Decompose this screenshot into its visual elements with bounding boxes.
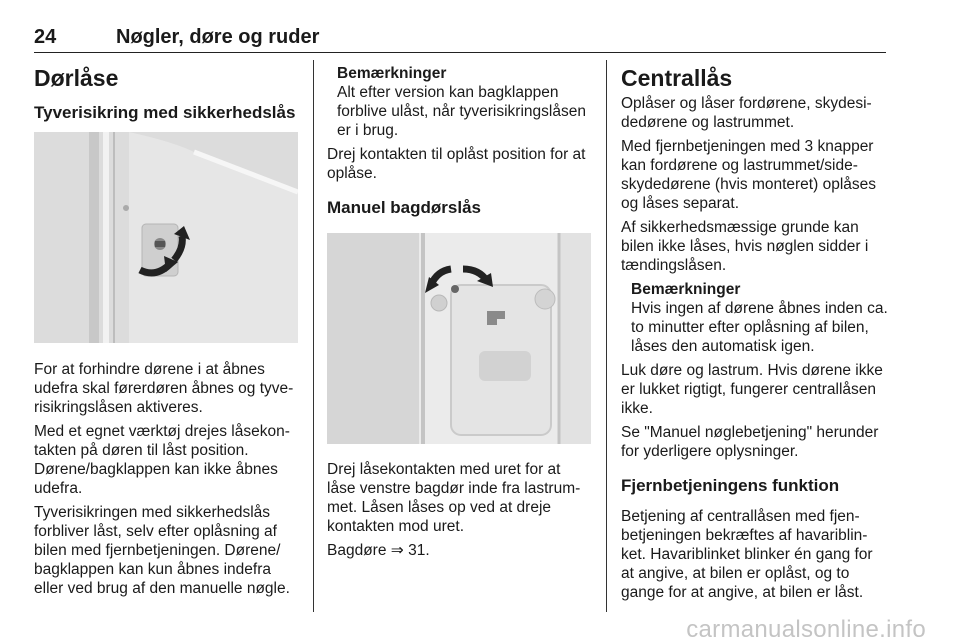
paragraph: Se "Manuel nøglebetjening" herunder for yderligere oplysninger.: [621, 424, 879, 460]
paragraph: Tyverisikringen med sikkerhedslås forbliver låst, selv efter oplåsning af bilen med fjernbetjeningen. Dørene/ bagklappen kan kun åbnes indefra eller ved brug af den manuelle nøgle.: [34, 504, 290, 597]
page-header: [34, 26, 886, 53]
note-text: Hvis ingen af dørene åbnes inden ca. to minutter efter oplåsning af bilen, låses den automatisk igen.: [631, 300, 888, 355]
column-divider-2: [606, 60, 607, 612]
rear-door-drawing: [327, 233, 591, 444]
arrow-icon: ⇒: [390, 542, 404, 559]
paragraph: For at forhindre dørene i at åbnes udefra skal førerdøren åbnes og tyve-risikringslåsen aktiveres.: [34, 361, 294, 416]
subheading-manual-rear-lock: Manuel bagdørslås: [327, 198, 481, 217]
section-heading-door-locks: Dørlåse: [34, 65, 119, 91]
door-lock-drawing: [34, 132, 298, 343]
column-1: [34, 64, 300, 598]
subheading-anti-theft: Tyverisikring med sikkerhedslås: [34, 103, 296, 122]
column-3: [621, 64, 889, 602]
column-2: [327, 64, 593, 560]
figure-door-lock-illustration: [34, 132, 298, 343]
running-title: Nøgler, døre og ruder: [116, 26, 320, 48]
paragraph: Med fjernbetjeningen med 3 knapper kan fordørene og lastrummet/side-skydedørene (hvis monteret) oplåses og låses separat.: [621, 138, 877, 212]
page-number: 24: [34, 26, 57, 48]
section-heading-central-lock: Centrallås: [621, 65, 733, 91]
paragraph: Luk døre og lastrum. Hvis dørene ikke er lukket rigtigt, fungerer centrallåsen ikke.: [621, 362, 883, 417]
note-box: [621, 280, 889, 356]
xref-text: Bagdøre: [327, 542, 387, 559]
subheading-remote-function: Fjernbetjeningens funktion: [621, 476, 840, 495]
paragraph: Oplåser og låser fordørene, skydesi-dedørene og lastrummet.: [621, 95, 872, 131]
paragraph: Drej kontakten til oplåst position for at oplåse.: [327, 146, 586, 182]
paragraph: Drej låsekontakten med uret for at låse venstre bagdør inde fra lastrum-met. Låsen låses op ved at dreje kontakten mod uret.: [327, 461, 581, 535]
paragraph: Af sikkerhedsmæssige grunde kan bilen ikke låses, hvis nøglen sidder i tændingslåsen.: [621, 219, 869, 274]
watermark: carmanualsonline.info: [686, 616, 926, 643]
note-title: Bemærkninger: [631, 281, 741, 298]
column-divider-1: [313, 60, 314, 612]
note-text: Alt efter version kan bagklappen forblive ulåst, når tyverisikringslåsen er i brug.: [337, 84, 586, 139]
cross-reference[interactable]: [327, 541, 593, 560]
note-title: Bemærkninger: [337, 65, 447, 82]
xref-page: 31.: [408, 542, 430, 559]
paragraph: Med et egnet værktøj drejes låsekon-takten på døren til låst position. Dørene/bagklappen kan ikke åbnes udefra.: [34, 423, 290, 497]
paragraph: Betjening af centrallåsen med fjen-betjeningen bekræftes af havariblin-ket. Havariblinket blinker én gang for at angive, at bilen er oplåst, og to gange for at angive, at bilen er låst.: [621, 508, 873, 601]
note-box: [327, 64, 593, 140]
figure-rear-door-illustration: [327, 233, 591, 444]
